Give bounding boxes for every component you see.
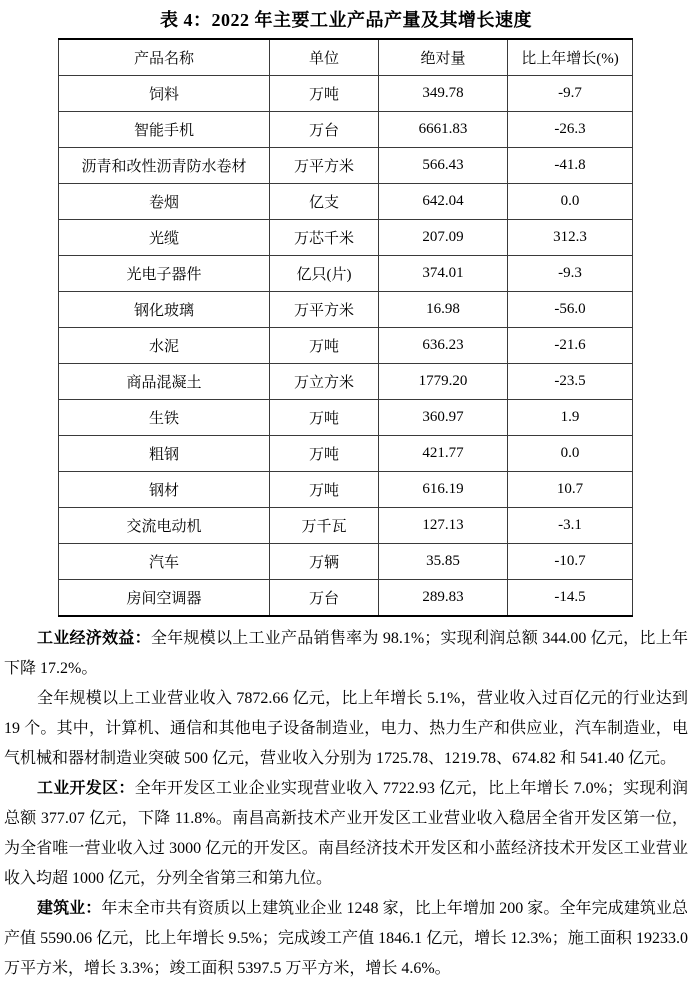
table-row <box>59 472 633 508</box>
paragraph-label: 工业经济效益： <box>37 630 151 647</box>
table-row <box>59 292 633 328</box>
table-row <box>59 508 633 544</box>
table-cell: -9.7 <box>508 76 633 112</box>
table-cell: 349.78 <box>379 76 508 112</box>
table-row <box>59 112 633 148</box>
table-row <box>59 256 633 292</box>
table-cell: 钢材 <box>59 472 270 508</box>
table-cell: 1779.20 <box>379 364 508 400</box>
table-cell: 汽车 <box>59 544 270 580</box>
table-cell: 374.01 <box>379 256 508 292</box>
table-cell: 127.13 <box>379 508 508 544</box>
table-cell: 饲料 <box>59 76 270 112</box>
table-cell: 光电子器件 <box>59 256 270 292</box>
table-cell: -41.8 <box>508 148 633 184</box>
table-cell: 生铁 <box>59 400 270 436</box>
table-cell: 钢化玻璃 <box>59 292 270 328</box>
table-cell: 10.7 <box>508 472 633 508</box>
table-cell: 35.85 <box>379 544 508 580</box>
table-cell: 沥青和改性沥青防水卷材 <box>59 148 270 184</box>
table-cell: 360.97 <box>379 400 508 436</box>
table-cell: 亿支 <box>270 184 379 220</box>
table-row <box>59 220 633 256</box>
table-cell: 289.83 <box>379 580 508 617</box>
table-cell: 亿只(片) <box>270 256 379 292</box>
table-cell: 312.3 <box>508 220 633 256</box>
table-cell: 616.19 <box>379 472 508 508</box>
table-cell: 万吨 <box>270 328 379 364</box>
table-cell: 万台 <box>270 112 379 148</box>
paragraph-text: 年末全市共有资质以上建筑业企业 1248 家，比上年增加 200 家。全年完成建筑业总产值 5590.06 亿元，比上年增长 9.5%；完成竣工产值 1846.1 亿元，增长 12.3%；施工面积 19233.0 万平方米，增长 3.3%；竣工面积 5397.5 万平方米，增长 4.6%。 <box>4 900 688 977</box>
industrial-output-table <box>58 38 633 617</box>
table-cell: 0.0 <box>508 436 633 472</box>
table-cell: 642.04 <box>379 184 508 220</box>
paragraph-text: 全年规模以上工业产品销售率为 98.1%；实现利润总额 344.00 亿元，比上年下降 17.2%。 <box>4 630 688 677</box>
column-header-0: 产品名称 <box>59 39 270 76</box>
table-cell: 万吨 <box>270 436 379 472</box>
table-cell: 636.23 <box>379 328 508 364</box>
table-cell: 交流电动机 <box>59 508 270 544</box>
table-cell: 6661.83 <box>379 112 508 148</box>
table-cell: 0.0 <box>508 184 633 220</box>
table-cell: 207.09 <box>379 220 508 256</box>
table-cell: 万吨 <box>270 76 379 112</box>
table-cell: -21.6 <box>508 328 633 364</box>
table-cell: 万平方米 <box>270 148 379 184</box>
table-cell: -26.3 <box>508 112 633 148</box>
table-cell: 566.43 <box>379 148 508 184</box>
paragraph-text: 全年开发区工业企业实现营业收入 7722.93 亿元，比上年增长 7.0%；实现利润总额 377.07 亿元，下降 11.8%。南昌高新技术产业开发区工业营业收入稳居全省开发区第一位，为全省唯一营业收入过 3000 亿元的开发区。南昌经济技术开发区和小蓝经济技术开发区工业营业收入均超 1000 亿元，分列全省第三和第九位。 <box>4 780 688 887</box>
table-row <box>59 76 633 112</box>
body-paragraph <box>4 774 688 894</box>
paragraph-label: 工业开发区： <box>37 780 135 797</box>
body-paragraph <box>4 894 688 984</box>
table-row <box>59 184 633 220</box>
table-cell: 光缆 <box>59 220 270 256</box>
table-cell: 水泥 <box>59 328 270 364</box>
table-title: 表 4：2022 年主要工业产品产量及其增长速度 <box>160 10 532 30</box>
table-cell: 房间空调器 <box>59 580 270 617</box>
table-cell: -10.7 <box>508 544 633 580</box>
table-header-row <box>59 39 633 76</box>
table-cell: 卷烟 <box>59 184 270 220</box>
table-cell: -56.0 <box>508 292 633 328</box>
table-cell: 万吨 <box>270 400 379 436</box>
table-cell: 万千瓦 <box>270 508 379 544</box>
table-cell: -3.1 <box>508 508 633 544</box>
body-text-section <box>4 624 688 984</box>
table-cell: 421.77 <box>379 436 508 472</box>
table-cell: 16.98 <box>379 292 508 328</box>
table-cell: -23.5 <box>508 364 633 400</box>
table-cell: 1.9 <box>508 400 633 436</box>
table-cell: 万立方米 <box>270 364 379 400</box>
table-cell: -9.3 <box>508 256 633 292</box>
column-header-3: 比上年增长(%) <box>508 39 633 76</box>
table-row <box>59 328 633 364</box>
table-cell: 万吨 <box>270 472 379 508</box>
paragraph-label: 建筑业： <box>37 900 102 917</box>
body-paragraph <box>4 684 688 774</box>
table-cell: 万辆 <box>270 544 379 580</box>
table-cell: 万平方米 <box>270 292 379 328</box>
table-cell: 粗钢 <box>59 436 270 472</box>
table-row <box>59 364 633 400</box>
table-cell: 万台 <box>270 580 379 617</box>
table-row <box>59 148 633 184</box>
column-header-2: 绝对量 <box>379 39 508 76</box>
table-row <box>59 436 633 472</box>
table-cell: -14.5 <box>508 580 633 617</box>
body-paragraph <box>4 624 688 684</box>
table-cell: 商品混凝土 <box>59 364 270 400</box>
column-header-1: 单位 <box>270 39 379 76</box>
table-row <box>59 580 633 617</box>
table-cell: 万芯千米 <box>270 220 379 256</box>
table-cell: 智能手机 <box>59 112 270 148</box>
paragraph-text: 全年规模以上工业营业收入 7872.66 亿元，比上年增长 5.1%，营业收入过百亿元的行业达到 19 个。其中，计算机、通信和其他电子设备制造业，电力、热力生产和供应业，汽车制造业，电气机械和器材制造业突破 500 亿元，营业收入分别为 1725.78、1219.78、674.82 和 541.40 亿元。 <box>4 690 688 767</box>
table-row <box>59 400 633 436</box>
table-row <box>59 544 633 580</box>
